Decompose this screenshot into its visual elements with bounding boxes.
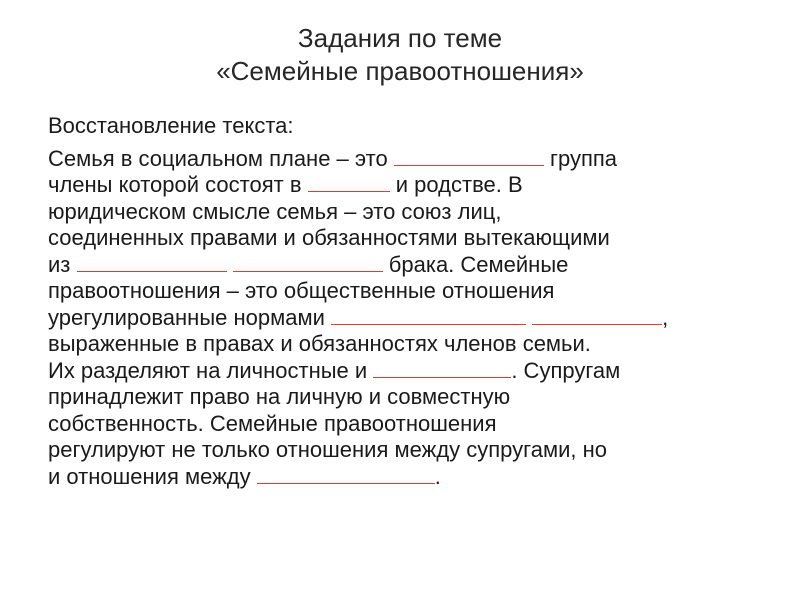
intro-text: Восстановление текста: xyxy=(48,113,294,138)
slide-body xyxy=(48,113,768,490)
text-segment: группа xyxy=(549,145,618,171)
answer-blank-3 xyxy=(77,253,227,272)
text-segment: урегулированные нормами xyxy=(48,304,325,330)
text-segment: и родстве. В xyxy=(395,172,523,197)
text-segment: из xyxy=(48,251,71,277)
text-segment: выраженные в правах и обязанностях членов семьи. xyxy=(48,331,591,356)
answer-blank-5 xyxy=(331,306,526,325)
text-segment: , xyxy=(662,304,669,330)
text-segment: соединенных правами и обязанностями вытекающими xyxy=(48,225,610,250)
text-segment: Семья в социальном плане – это xyxy=(48,145,388,171)
text-segment: собственность. Семейные правоотношения xyxy=(48,410,497,436)
text-segment: и отношения между xyxy=(48,463,251,489)
text-segment: юридическом смысле семья – это союз лиц, xyxy=(48,198,502,224)
title-line-1: Задания по теме xyxy=(297,23,503,53)
exercise-paragraph xyxy=(48,146,768,491)
text-segment: Их разделяют на личностные и xyxy=(48,357,368,383)
title-line-2: «Семейные правоотношения» xyxy=(216,56,584,86)
text-segment: . xyxy=(434,463,441,489)
text-segment: принадлежит право на личную и совместную xyxy=(48,384,511,409)
answer-blank-2 xyxy=(308,173,390,192)
answer-blank-4 xyxy=(233,253,383,272)
answer-blank-6 xyxy=(532,306,662,325)
slide-title xyxy=(0,22,800,88)
answer-blank-8 xyxy=(257,465,435,484)
text-segment: правоотношения – это общественные отношения xyxy=(48,278,555,303)
text-segment: брака. Семейные xyxy=(388,251,569,277)
text-segment: . Супругам xyxy=(511,357,621,383)
text-segment: члены которой состоят в xyxy=(48,172,302,197)
answer-blank-1 xyxy=(394,147,544,166)
answer-blank-7 xyxy=(373,359,511,378)
text-segment: регулируют не только отношения между супругами, но xyxy=(48,437,607,462)
